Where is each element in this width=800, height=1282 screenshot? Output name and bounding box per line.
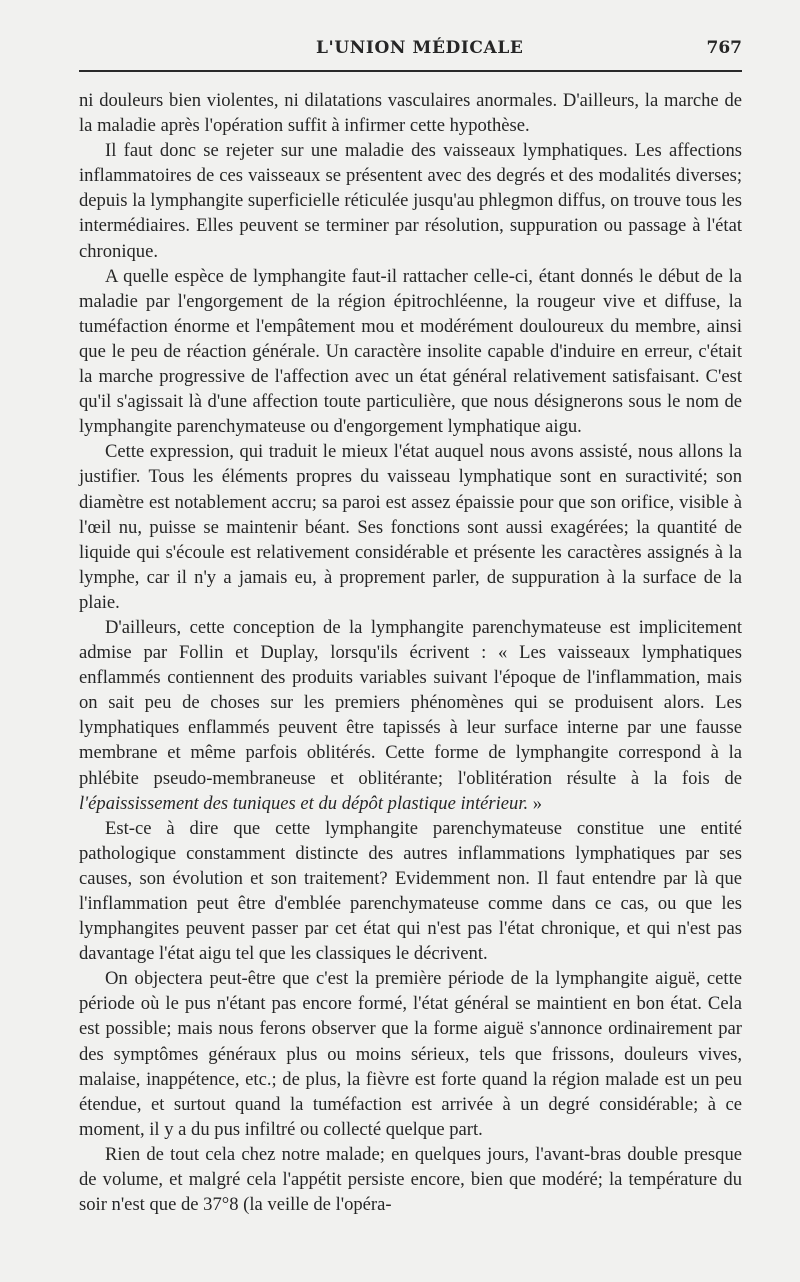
running-title: L'UNION MÉDICALE <box>316 38 524 58</box>
paragraph: Est-ce à dire que cette lymphangite parenchymateuse constitue une entité pathologique constamment distincte des autres inflammations lymphatiques par ses causes, son évolution et son traitement? Evidemment non. Il faut entendre par là que l'inflammation peut être d'emblée parenchymateuse comme dans ce cas, ou que les lymphangites peuvent passer par cet état qui n'est pas l'état chronique, et qui n'est pas davantage l'état aigu tel que les classiques le décrivent. <box>79 817 742 965</box>
quote-italic: l'épaississement des tuniques et du dépôt plastique intérieur. <box>79 792 529 814</box>
article-body <box>79 58 742 1217</box>
page-number: 767 <box>706 38 742 58</box>
paragraph: A quelle espèce de lymphangite faut-il rattacher celle-ci, étant donnés le début de la maladie par l'engorgement de la région épitrochléenne, la rougeur vive et diffuse, la tuméfaction énorme et l'empâtement mou et modérément douloureux du membre, ainsi que le peu de réaction générale. Un caractère insolite capable d'induire en erreur, c'était la marche progressive de l'affection avec un état général relativement satisfaisant. C'est qu'il s'agissait là d'une affection toute particulière, que nous désignerons sous le nom de lymphangite parenchymateuse ou d'engorgement lymphatique aigu. <box>79 265 742 438</box>
paragraph: On objectera peut-être que c'est la première période de la lymphangite aiguë, cette période où le pus n'étant pas encore formé, l'état général se maintient en bon état. Cela est possible; mais nous ferons observer que la forme aiguë s'annonce ordinairement par des symptômes généraux plus ou moins sérieux, tels que frissons, douleurs vives, malaise, inappétence, etc.; de plus, la fièvre est forte quand la région malade est un peu étendue, et surtout quand la tuméfaction est arrivée à un degré considérable; à ce moment, il y a du pus infiltré ou collecté quelque part. <box>79 968 742 1140</box>
quote-close: » <box>528 792 543 814</box>
quote-text: D'ailleurs, cette conception de la lymphangite parenchymateuse est implicitement admise par Follin et Duplay, lorsqu'ils écrivent : « Les vaisseaux lymphatiques enflammés contiennent des produits variables suivant l'époque de l'inflammation, mais on sait peu de choses sur les premiers phénomènes qui se produisent alors. Les lymphatiques enflammés peuvent être tapissés à leur surface interne par une fausse membrane et même parfois oblitérés. Cette forme de lymphangite correspond à la phlébite pseudo-membraneuse et oblitérante; l'oblitération résulte à la fois de <box>79 616 742 789</box>
paragraph-with-quote <box>79 615 742 816</box>
header-rule <box>79 70 742 72</box>
paragraph: Rien de tout cela chez notre malade; en quelques jours, l'avant-bras double presque de volume, et malgré cela l'appétit persiste encore, bien que modéré; la température du soir n'est que de 37°8 (la veille de l'opéra- <box>79 1143 742 1216</box>
paragraph: Il faut donc se rejeter sur une maladie des vaisseaux lymphatiques. Les affections inflammatoires de ces vaisseaux se présentent avec des degrés et des modalités diverses; depuis la lymphangite superficielle réticulée jusqu'au phlegmon diffus, on trouve tous les intermédiaires. Elles peuvent se terminer par résolution, suppuration ou passage à l'état chronique. <box>79 140 742 262</box>
page-header <box>79 0 742 58</box>
paragraph: ni douleurs bien violentes, ni dilatations vasculaires anormales. D'ailleurs, la marche de la maladie après l'opération suffit à infirmer cette hypothèse. <box>79 90 742 137</box>
paragraph: Cette expression, qui traduit le mieux l'état auquel nous avons assisté, nous allons la justifier. Tous les éléments propres du vaisseau lymphatique sont en suractivité; son diamètre est notablement accru; sa paroi est assez épaissie pour que son orifice, visible à l'œil nu, puisse se maintenir béant. Ses fonctions sont aussi exagérées; la quantité de liquide qui s'écoule est relativement considérable et présente les caractères assignés à la lymphe, car il n'y a jamais eu, à proprement parler, de suppuration à la surface de la plaie. <box>79 441 742 613</box>
